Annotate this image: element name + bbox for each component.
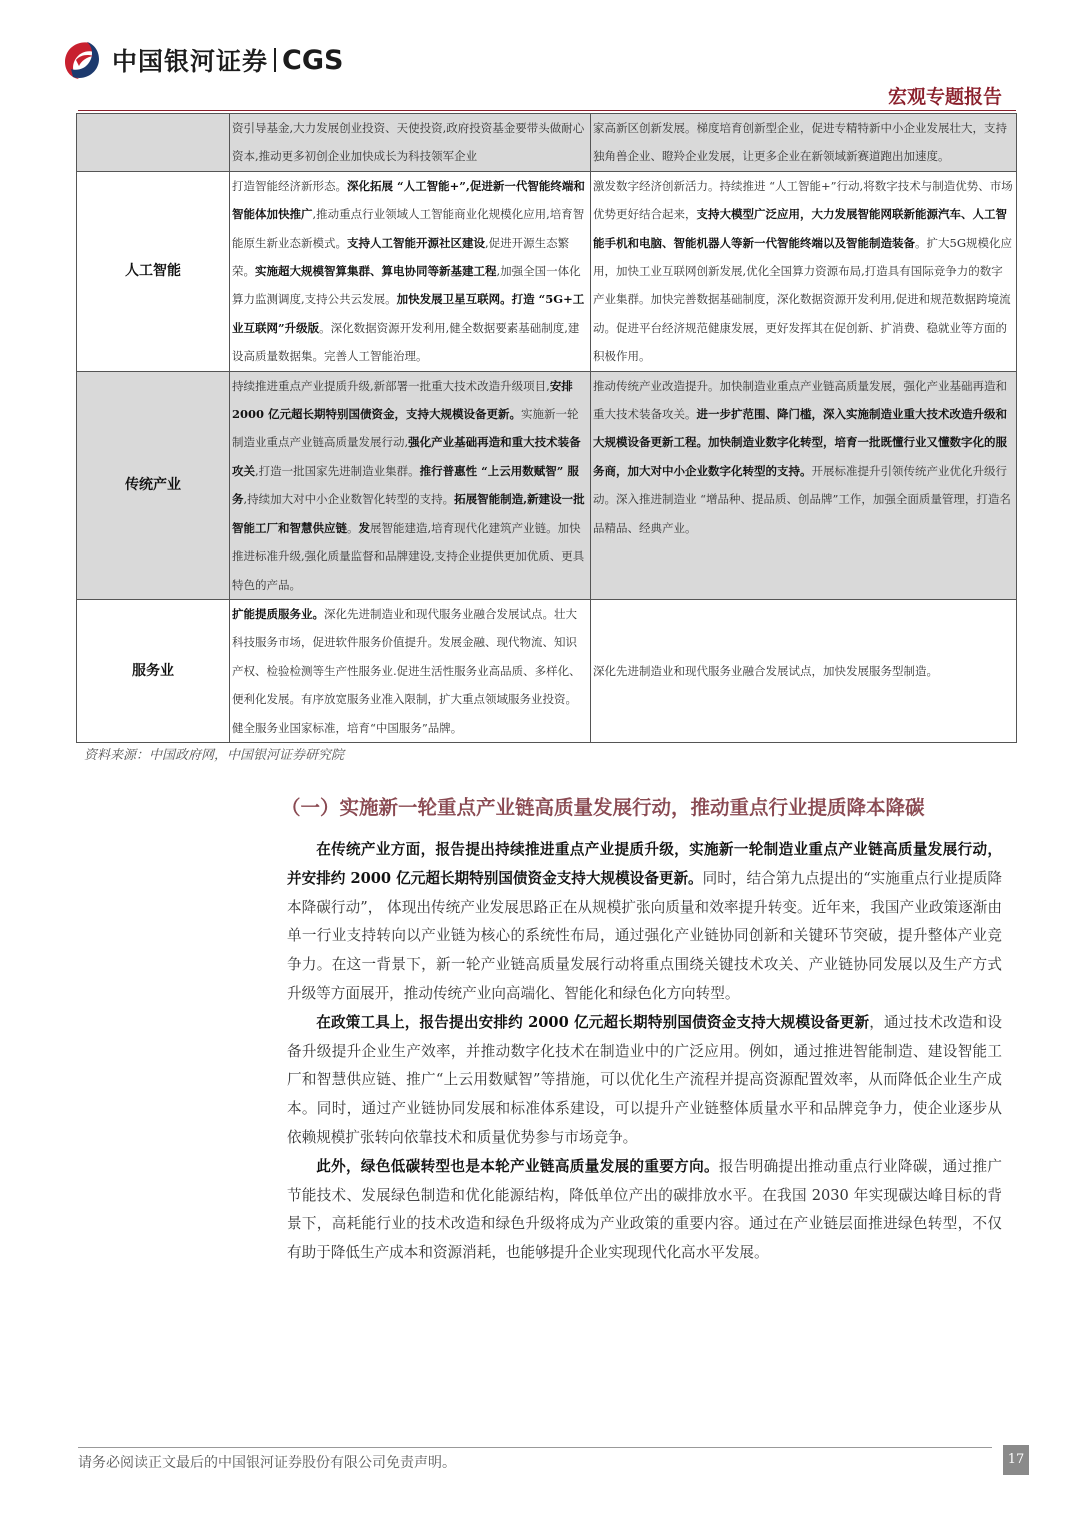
policy-cell-2024: 家高新区创新发展。梯度培育创新型企业，促进专精特新中小企业发展壮大，支持独角兽企业、瞪羚企业发展，让更多企业在新领域新赛道跑出加速度。 (591, 114, 1017, 172)
category-traditional-industry: 传统产业 (77, 371, 230, 599)
paragraph: 在传统产业方面，报告提出持续推进重点产业提质升级，实施新一轮制造业重点产业链高质量发展行动，并安排约 2000 亿元超长期特别国债资金支持大规模设备更新。同时，结合第九点提出的“实施重点行业提质降本降碳行动”， 体现出传统产业发展思路正在从规模扩张向质量和效率提升转变。近年来，我国产业政策逐渐由单一行业支持转向以产业链为核心的系统性布局，通过强化产业链协同创新和关键环节突破，提升整体产业竞争力。在这一背景下，新一轮产业链高质量发展行动将重点围绕关键技术攻关、产业链协同发展以及生产方式升级等方面展开，推动传统产业向高端化、智能化和绿色化方向转型。 (287, 841, 1003, 1002)
policy-cell-2025: 打造智能经济新形态。深化拓展 “人工智能+”,促进新一代智能终端和智能体加快推广,推动重点行业领域人工智能商业化规模化应用,培育智能原生新业态新模式。支持人工智能开源社区建设,促进开源生态繁荣。实施超大规模智算集群、算电协同等新基建工程,加强全国一体化算力监测调度,支持公共云发展。加快发展卫星互联网。打造 “5G+工业互联网”升级版。深化数据资源开发利用,健全数据要素基础制度,建设高质量数据集。完善人工智能治理。 (230, 171, 591, 371)
policy-table (76, 113, 1017, 743)
paragraph: 此外，绿色低碳转型也是本轮产业链高质量发展的重要方向。报告明确提出推动重点行业降碳，通过推广节能技术、发展绿色制造和优化能源结构，降低单位产出的碳排放水平。在我国 2030 年实现碳达峰目标的背景下，高耗能行业的技术改造和绿色升级将成为产业政策的重要内容。通过在产业链层面推进绿色转型，不仅有助于降低生产成本和资源消耗，也能够提升企业实现现代化高水平发展。 (287, 1157, 1002, 1262)
section-title: （一）实施新一轮重点产业链高质量发展行动，推动重点行业提质降本降碳 (281, 796, 925, 819)
category-cell (77, 114, 230, 172)
category-ai: 人工智能 (77, 171, 230, 371)
footer-divider (78, 1447, 992, 1448)
footer-disclaimer: 请务必阅读正文最后的中国银河证券股份有限公司免责声明。 (78, 1455, 456, 1471)
policy-cell-2025: 资引导基金,大力发展创业投资、天使投资,政府投资基金要带头做耐心资本,推动更多初创企业加快成长为科技领军企业 (230, 114, 591, 172)
report-type: 宏观专题报告 (887, 86, 1002, 108)
paragraph: 在政策工具上，报告提出安排约 2000 亿元超长期特别国债资金支持大规模设备更新，通过技术改造和设备升级提升企业生产效率，并推动数字化技术在制造业中的广泛应用。例如，通过推进智能制造、建设智能工厂和智慧供应链、推广“上云用数赋智”等措施，可以优化生产流程并提高资源配置效率，从而降低企业生产成本。同时，通过产业链协同发展和标准体系建设，可以提升产业链整体质量水平和品牌竞争力，使企业逐步从依赖规模扩张转向依靠技术和质量优势参与市场竞争。 (287, 1013, 1002, 1146)
table-row (77, 171, 1017, 371)
table-row (77, 371, 1017, 599)
brand-name-cn: 中国银河证券 (112, 47, 269, 76)
brand-name-en: CGS (282, 44, 344, 76)
page-number: 17 (1003, 1445, 1029, 1475)
cgs-logo-icon (60, 38, 104, 82)
policy-cell-2024: 深化先进制造业和现代服务业融合发展试点，加快发展服务型制造。 (591, 599, 1017, 742)
header-divider (78, 110, 1016, 111)
policy-cell-2025: 持续推进重点产业提质升级,新部署一批重大技术改造升级项目,安排 2000 亿元超长期特别国债资金，支持大规模设备更新。实施新一轮制造业重点产业链高质量发展行动,强化产业基础再造和重大技术装备攻关,打造一批国家先进制造业集群。推行普惠性 “上云用数赋智” 服务,持续加大对中小企业数智化转型的支持。拓展智能制造,新建设一批智能工厂和智慧供应链。发展智能建造,培育现代化建筑产业链。加快推进标准升级,强化质量监督和品牌建设,支持企业提供更加优质、更具特色的产品。 (230, 371, 591, 599)
brand-logo (60, 38, 343, 82)
table-row (77, 114, 1017, 172)
policy-cell-2025: 扩能提质服务业。深化先进制造业和现代服务业融合发展试点。壮大科技服务市场，促进软件服务价值提升。发展金融、现代物流、知识产权、检验检测等生产性服务业.促进生活性服务业高品质、多样化、便利化发展。有序放宽服务业准入限制，扩大重点领域服务业投资。健全服务业国家标准，培育“中国服务”品牌。 (230, 599, 591, 742)
policy-cell-2024: 激发数字经济创新活力。持续推进 “人工智能+”行动,将数字技术与制造优势、市场优势更好结合起来，支持大模型广泛应用，大力发展智能网联新能源汽车、人工智能手机和电脑、智能机器人等新一代智能终端以及智能制造装备。扩大5G规模化应用，加快工业互联网创新发展,优化全国算力资源布局,打造具有国际竞争力的数字产业集群。加快完善数据基础制度，深化数据资源开发利用,促进和规范数据跨境流动。促进平台经济规范健康发展，更好发挥其在促创新、扩消费、稳就业等方面的积极作用。 (591, 171, 1017, 371)
brand-separator (274, 48, 276, 72)
body-text (287, 836, 1002, 1268)
category-services: 服务业 (77, 599, 230, 742)
table-row (77, 599, 1017, 742)
table-source: 资料来源：中国政府网，中国银河证券研究院 (84, 748, 345, 763)
policy-cell-2024: 推动传统产业改造提升。加快制造业重点产业链高质量发展，强化产业基础再造和重大技术装备攻关。进一步扩范围、降门槛，深入实施制造业重大技术改造升级和大规模设备更新工程。加快制造业数字化转型，培育一批既懂行业又懂数字化的服务商，加大对中小企业数字化转型的支持。开展标准提升引领传统产业优化升级行动。深入推进制造业 “增品种、提品质、创品牌”工作，加强全面质量管理，打造名品精品、经典产业。 (591, 371, 1017, 599)
